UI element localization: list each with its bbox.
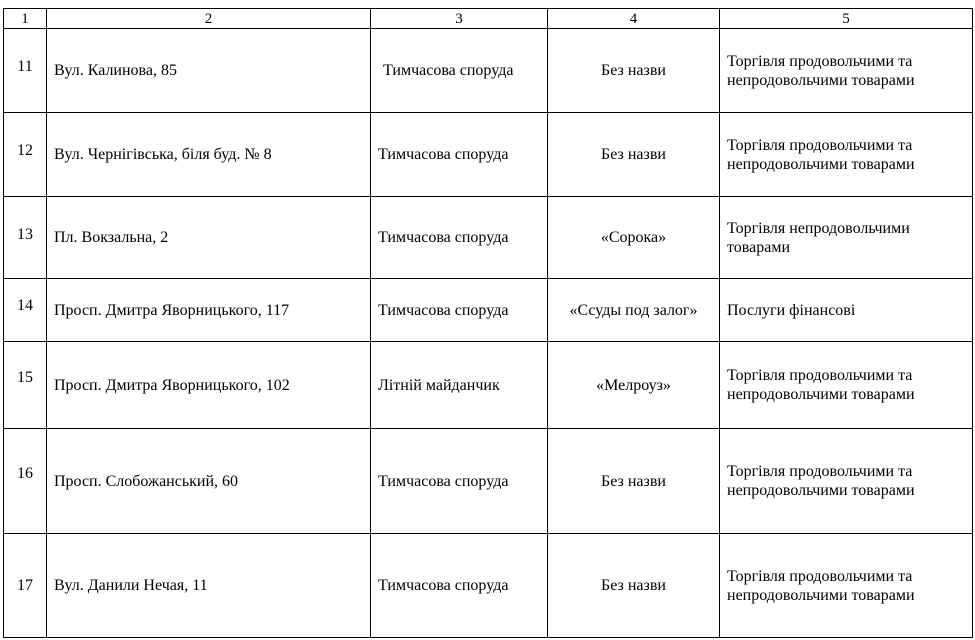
- purpose-cell: Торгівля продовольчими та непродовольчими товарами: [720, 113, 973, 197]
- purpose-cell: Торгівля продовольчими та непродовольчими товарами: [720, 534, 973, 638]
- object-name-cell: «Сорока»: [548, 197, 720, 279]
- object-name-cell: Без назви: [548, 29, 720, 113]
- table-row: [4, 342, 973, 429]
- address-cell: Вул. Чернігівська, біля буд. № 8: [47, 113, 371, 197]
- object-name-cell: «Ссуды под залог»: [548, 279, 720, 342]
- structure-type-cell: Тимчасова споруда: [371, 197, 548, 279]
- table-row: [4, 279, 973, 342]
- row-number: 17: [4, 534, 47, 638]
- row-number: 14: [4, 279, 47, 342]
- object-name-cell: Без назви: [548, 113, 720, 197]
- table-row: [4, 429, 973, 534]
- row-number: 15: [4, 342, 47, 429]
- structure-type-cell: Тимчасова споруда: [371, 429, 548, 534]
- objects-table: [3, 8, 973, 638]
- purpose-cell: Торгівля непродовольчими товарами: [720, 197, 973, 279]
- row-number: 11: [4, 29, 47, 113]
- row-number: 13: [4, 197, 47, 279]
- structure-type-cell: Літній майданчик: [371, 342, 548, 429]
- column-number: 3: [371, 9, 548, 29]
- address-cell: Просп. Дмитра Яворницького, 117: [47, 279, 371, 342]
- structure-type-cell: Тимчасова споруда: [371, 113, 548, 197]
- row-number: 16: [4, 429, 47, 534]
- purpose-cell: Торгівля продовольчими та непродовольчими товарами: [720, 429, 973, 534]
- column-number: 4: [548, 9, 720, 29]
- row-number: 12: [4, 113, 47, 197]
- object-name-cell: «Мелроуз»: [548, 342, 720, 429]
- object-name-cell: Без назви: [548, 429, 720, 534]
- structure-type-cell: Тимчасова споруда: [371, 534, 548, 638]
- address-cell: Просп. Слобожанський, 60: [47, 429, 371, 534]
- purpose-cell: Торгівля продовольчими та непродовольчими товарами: [720, 29, 973, 113]
- structure-type-cell: Тимчасова споруда: [371, 279, 548, 342]
- column-number: 1: [4, 9, 47, 29]
- table-row: [4, 534, 973, 638]
- address-cell: Пл. Вокзальна, 2: [47, 197, 371, 279]
- structure-type-cell: Тимчасова споруда: [371, 29, 548, 113]
- address-cell: Вул. Данили Нечая, 11: [47, 534, 371, 638]
- column-number-row: [4, 9, 973, 29]
- table-row: [4, 113, 973, 197]
- object-name-cell: Без назви: [548, 534, 720, 638]
- table-row: [4, 197, 973, 279]
- address-cell: Просп. Дмитра Яворницького, 102: [47, 342, 371, 429]
- purpose-cell: Торгівля продовольчими та непродовольчими товарами: [720, 342, 973, 429]
- purpose-cell: Послуги фінансові: [720, 279, 973, 342]
- column-number: 5: [720, 9, 973, 29]
- address-cell: Вул. Калинова, 85: [47, 29, 371, 113]
- column-number: 2: [47, 9, 371, 29]
- table-row: [4, 29, 973, 113]
